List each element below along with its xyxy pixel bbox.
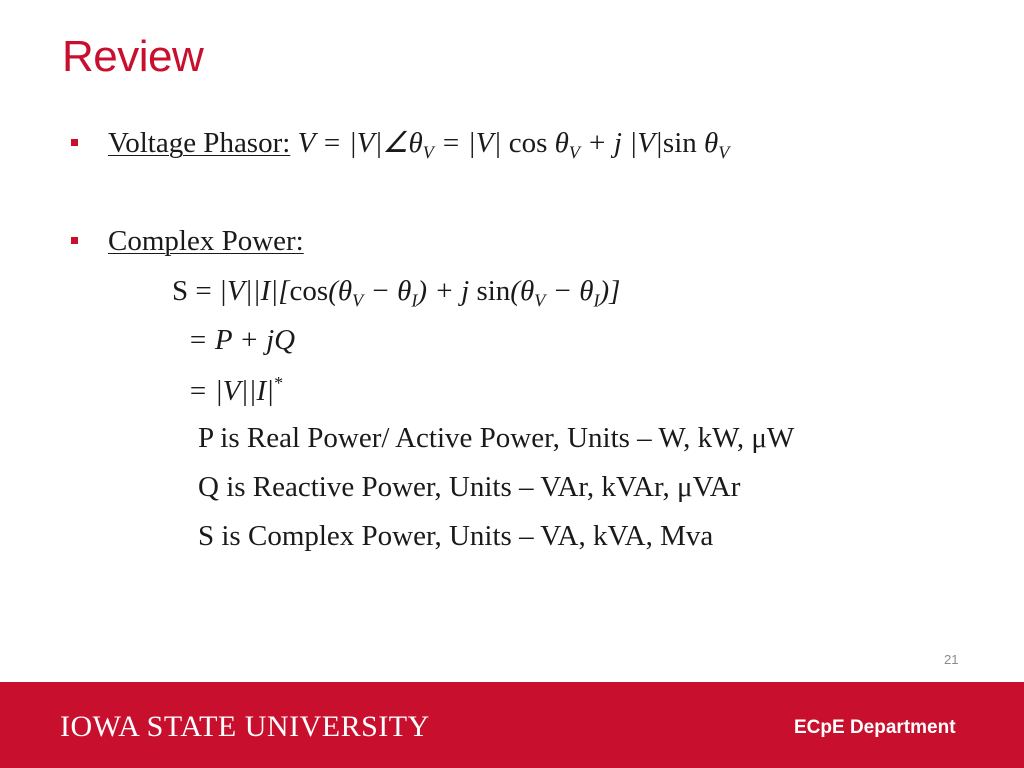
definition-real-power: P is Real Power/ Active Power, Units – W, kW, μW xyxy=(198,422,795,454)
bullet-marker xyxy=(71,139,78,146)
complex-power-equation-2: = P + jQ xyxy=(188,324,296,356)
definition-reactive-power: Q is Reactive Power, Units – VAr, kVAr, μVAr xyxy=(198,471,741,503)
voltage-phasor-equation: $V = |V|\angle\theta_V = |V|$ $\cos \theta_V + j$ |V|sin $\theta_V$ xyxy=(297,127,730,163)
bullet-marker xyxy=(71,237,78,244)
complex-power-equation-3: = |V||I|* xyxy=(188,373,284,407)
university-logo: IOWA STATE UNIVERSITY xyxy=(60,710,430,743)
definition-complex-power: S is Complex Power, Units – VA, kVA, Mva xyxy=(198,520,714,552)
department-label: ECpE Department xyxy=(794,717,956,738)
voltage-phasor-label: Voltage Phasor: xyxy=(108,127,291,159)
complex-power-label: Complex Power: xyxy=(108,225,304,257)
complex-power-equation-1: $S = |V||I|[\cos(\theta_V - \theta_I) + j$ $\sin(\theta_V - \theta_I)$] xyxy=(172,275,621,311)
slide-title: Review xyxy=(62,32,204,81)
page-number: 21 xyxy=(944,652,959,667)
voltage-phasor-line xyxy=(108,129,729,161)
